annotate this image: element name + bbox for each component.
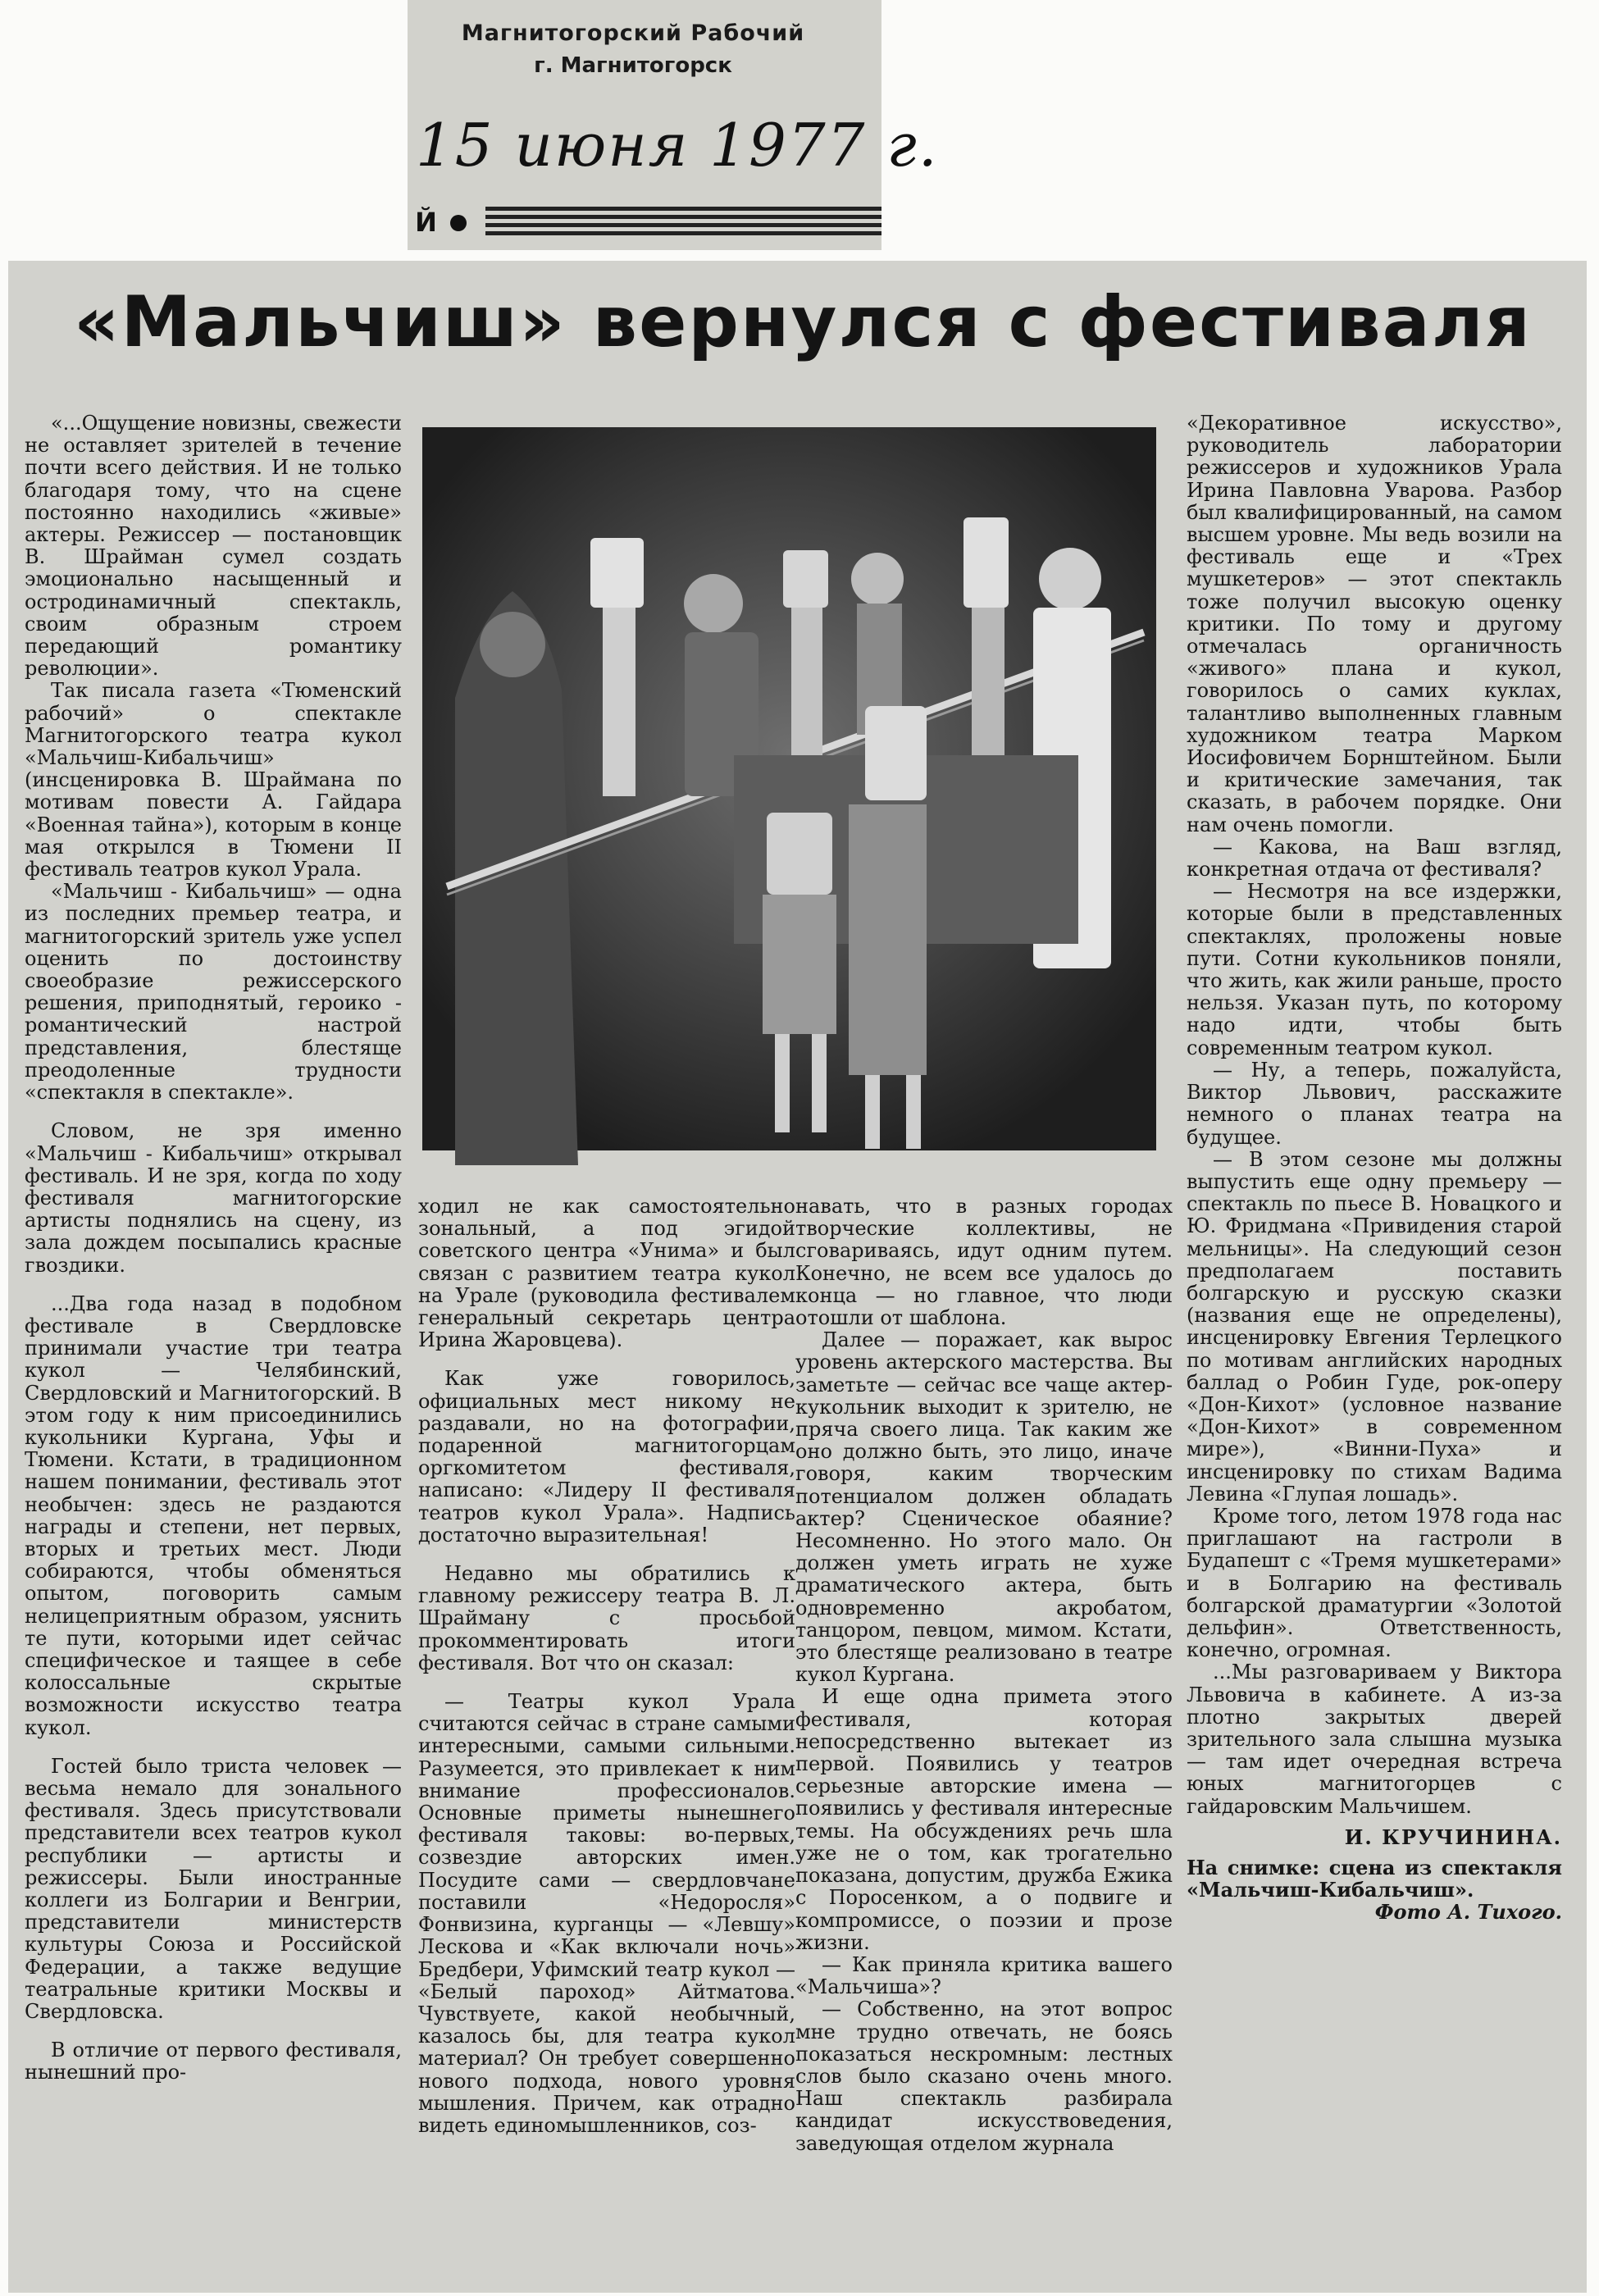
- paragraph: Кроме того, летом 1978 года нас приглашают на гастроли в Будапешт с «Тремя мушкетерами» и в Болгарию на фестиваль болгарской драматургии «Золотой дельфин». Ответственность, конечно, огромная.: [1187, 1504, 1562, 1662]
- paragraph: И еще одна примета этого фестиваля, которая непосредственно вытекает из первой. Появились у театров серьезные авторские имена — появились у фестиваля интересные темы. На обсуждениях речь шла уже не о том, как трогательно показана, допустим, дружба Ежика с Поросенком, а о подвиге и компромиссе, о поэзии и прозе жизни.: [795, 1685, 1173, 1954]
- article-headline: «Мальчиш» вернулся с фестиваля: [74, 281, 1532, 363]
- paragraph: «...Ощущение новизны, свежести не оставляет зрителей в течение почти всего действия. И не только благодаря тому, что на сцене постоянно находились «живые» актеры. Режиссер — постановщик В. Шрайман сумел создать эмоционально насыщенный и остродинамичный спектакль, своим образным строем передающий романтику революции».: [25, 412, 402, 681]
- paragraph: ...Мы разговариваем у Виктора Львовича в кабинете. А из-за плотно закрытых дверей зрительного зала слышна музыка — там идет очередная встреча юных магнитогорцев с гайдаровским Мальчишем.: [1187, 1660, 1562, 1818]
- paragraph: Словом, не зря именно «Мальчиш - Кибальчиш» открывал фестиваль. И не зря, когда по ходу фестиваля магнитогорские артисты поднялись на сцену, из зала дождем посыпались красные гвоздики.: [25, 1119, 402, 1277]
- article-clipping: [8, 261, 1587, 2293]
- paragraph: Недавно мы обратились к главному режиссеру театра В. Л. Шрайману с просьбой прокомментировать итоги фестиваля. Вот что он сказал:: [418, 1562, 795, 1674]
- paragraph: — Ну, а теперь, пожалуйста, Виктор Львович, расскажите немного о планах театра на будущее.: [1187, 1058, 1562, 1149]
- author-signature: И. КРУЧИНИНА.: [1344, 1824, 1562, 1849]
- paragraph: — Собственно, на этот вопрос мне трудно отвечать, не боясь показаться нескромным: лестных слов было сказано очень много. Наш спектакль разбирала кандидат искусствоведения, заведующая отделом журнала: [795, 1998, 1173, 2155]
- newspaper-name: Магнитогорский Рабочий: [461, 20, 805, 46]
- newspaper-city: г. Магнитогорск: [534, 53, 732, 78]
- bullet-dot-icon: [450, 215, 467, 231]
- text-column-3: [795, 1196, 1173, 2290]
- handwritten-date: 15 июня 1977 г.: [416, 111, 939, 180]
- paragraph: — Как приняла критика вашего «Мальчиша»?: [795, 1952, 1173, 1999]
- puppet-scene-illustration: [422, 427, 1156, 1150]
- paragraph: «Декоративное искусство», руководитель лаборатории режиссеров и художников Урала Ирина Павловна Уварова. Разбор был квалифицированный, на самом высшем уровне. Мы ведь возили на фестиваль еще и «Трех мушкетеров» — этот спектакль тоже получил высокую оценку критики. По тому и другому отмечалась органичность «живого» плана и кукол, говорилось о самих куклах, талантливо выполненных главным художником театра Марком Иосифовичем Борнштейном. Были и критические замечания, так сказать, в рабочем порядке. Они нам очень помогли.: [1187, 412, 1562, 836]
- decorative-hatch: [485, 207, 882, 238]
- masthead-clipping: [408, 0, 939, 250]
- paragraph: — Несмотря на все издержки, которые были в представленных спектаклях, проложены новые пути. Сотни кукольников поняли, что жить, как жили раньше, просто нельзя. Указан путь, по которому надо идти, чтобы быть современным театром кукол.: [1187, 880, 1562, 1059]
- paragraph: ходил не как самостоятельно зональный, а под эгидой советского центра «Унима» и был связан с развитием театра кукол на Урале (руководила фестивалем генеральный секретарь центра Ирина Жаровцева).: [418, 1195, 795, 1352]
- text-column-2: [418, 1196, 795, 2290]
- paragraph: навать, что в разных городах творческие коллективы, не сговариваясь, идут одним путем. Конечно, не всем все удалось до конца — но главное, что люди отошли от шаблона.: [795, 1195, 1173, 1330]
- paragraph: — Театры кукол Урала считаются сейчас в стране самыми интересными, самыми сильными. Разумеется, это привлекает к ним внимание профессионалов. Основные приметы нынешнего фестиваля таковы: во-первых, созвездие авторских имен. Посудите сами — свердловчане поставили «Недоросля» Фонвизина, курганцы — «Левшу» Лескова и «Как включали ночь» Бредбери, Уфимский театр кукол — «Белый пароход» Айтматова. Чувствуете, какой необычный, казалось бы, для театра кукол материал? Он требует совершенно нового подхода, нового уровня мышления. Причем, как отрадно видеть единомышленников, соз-: [418, 1690, 795, 2137]
- paragraph: В отличие от первого фестиваля, нынешний про-: [25, 2039, 402, 2084]
- photo-credit: Фото А. Тихого.: [1374, 1900, 1562, 1925]
- paragraph: ...Два года назад в подобном фестивале в Свердловске принимали участие три театра кукол — Челябинский, Свердловский и Магнитогорский. В этом году к ним присоединились кукольники Кургана, Уфы и Тюмени. Кстати, в традиционном нашем понимании, фестиваль этот необычен: здесь не раздаются награды и степени, нет первых, вторых и третьих мест. Люди собираются, чтобы обменяться опытом, поговорить самым нелицеприятным образом, уяснить те пути, которыми идет сейчас специфическое и таящее в себе колоссальные скрытые возможности искусство театра кукол.: [25, 1292, 402, 1739]
- paragraph: — Какова, на Ваш взгляд, конкретная отдача от фестиваля?: [1187, 835, 1562, 882]
- paragraph: Далее — поражает, как вырос уровень актерского мастерства. Вы заметьте — сейчас все чаще актер-кукольник выходит к зрителю, не пряча своего лица. Так каким же оно должно быть, это лицо, иначе говоря, каким творческим потенциалом должен обладать актер? Сценическое обаяние? Несомненно. Но этого мало. Он должен уметь играть не хуже драматического актера, быть одновременно акробатом, танцором, певцом, мимом. Кстати, это блестяще реализовано в театре кукол Кургана.: [795, 1328, 1173, 1687]
- paragraph: Как уже говорилось, официальных мест никому не раздавали, но на фотографии, подаренной магнитогорцам оргкомитетом фестиваля, написано: «Лидеру II фестиваля театров кукол Урала». Надпись достаточно выразительная!: [418, 1367, 795, 1547]
- text-column-1: [25, 412, 402, 2290]
- text-column-4: [1187, 412, 1562, 2290]
- paragraph: Гостей было триста человек — весьма немало для зонального фестиваля. Здесь присутствовали представители всех театров кукол республики — артисты и режиссеры. Были иностранные коллеги из Болгарии и Венгрии, представители министерств культуры Союза и Российской Федерации, а также ведущие театральные критики Москвы и Свердловска.: [25, 1754, 402, 2024]
- masthead-strip: [408, 205, 882, 239]
- paragraph: Так писала газета «Тюменский рабочий» о спектакле Магнитогорского театра кукол «Мальчиш-Кибальчиш» (инсценировка В. Шраймана по мотивам повести А. Гайдара «Военная тайна»), которым в конце мая открылся в Тюмени II фестиваль театров кукол Урала.: [25, 679, 402, 882]
- paragraph: «Мальчиш - Кибальчиш» — одна из последних премьер театра, и магнитогорский зритель уже успел оценить по достоинству своеобразие режиссерского решения, приподнятый, героико - романтический настрой представления, блестяще преодоленные трудности «спектакля в спектакле».: [25, 880, 402, 1105]
- paragraph: — В этом сезоне мы должны выпустить еще одну премьеру — спектакль по пьесе В. Новацкого и Ю. Фридмана «Привидения старой мельницы». На следующий сезон предполагаем поставить болгарскую и русскую сказки (названия еще не определены), инсценировку Евгения Терлецкого по мотивам английских народных баллад о Робин Гуде, рок-оперу «Дон-Кихот» (условное название «Дон-Кихот» в современном мире»), «Винни-Пуха» и инсценировку по стихам Вадима Левина «Глупая лошадь».: [1187, 1147, 1562, 1506]
- puppet-photo: [422, 427, 1156, 1150]
- photo-caption: На снимке: сцена из спектакля «Мальчиш-Кибальчиш».: [1187, 1856, 1562, 1902]
- masthead-letter: Й: [415, 207, 437, 238]
